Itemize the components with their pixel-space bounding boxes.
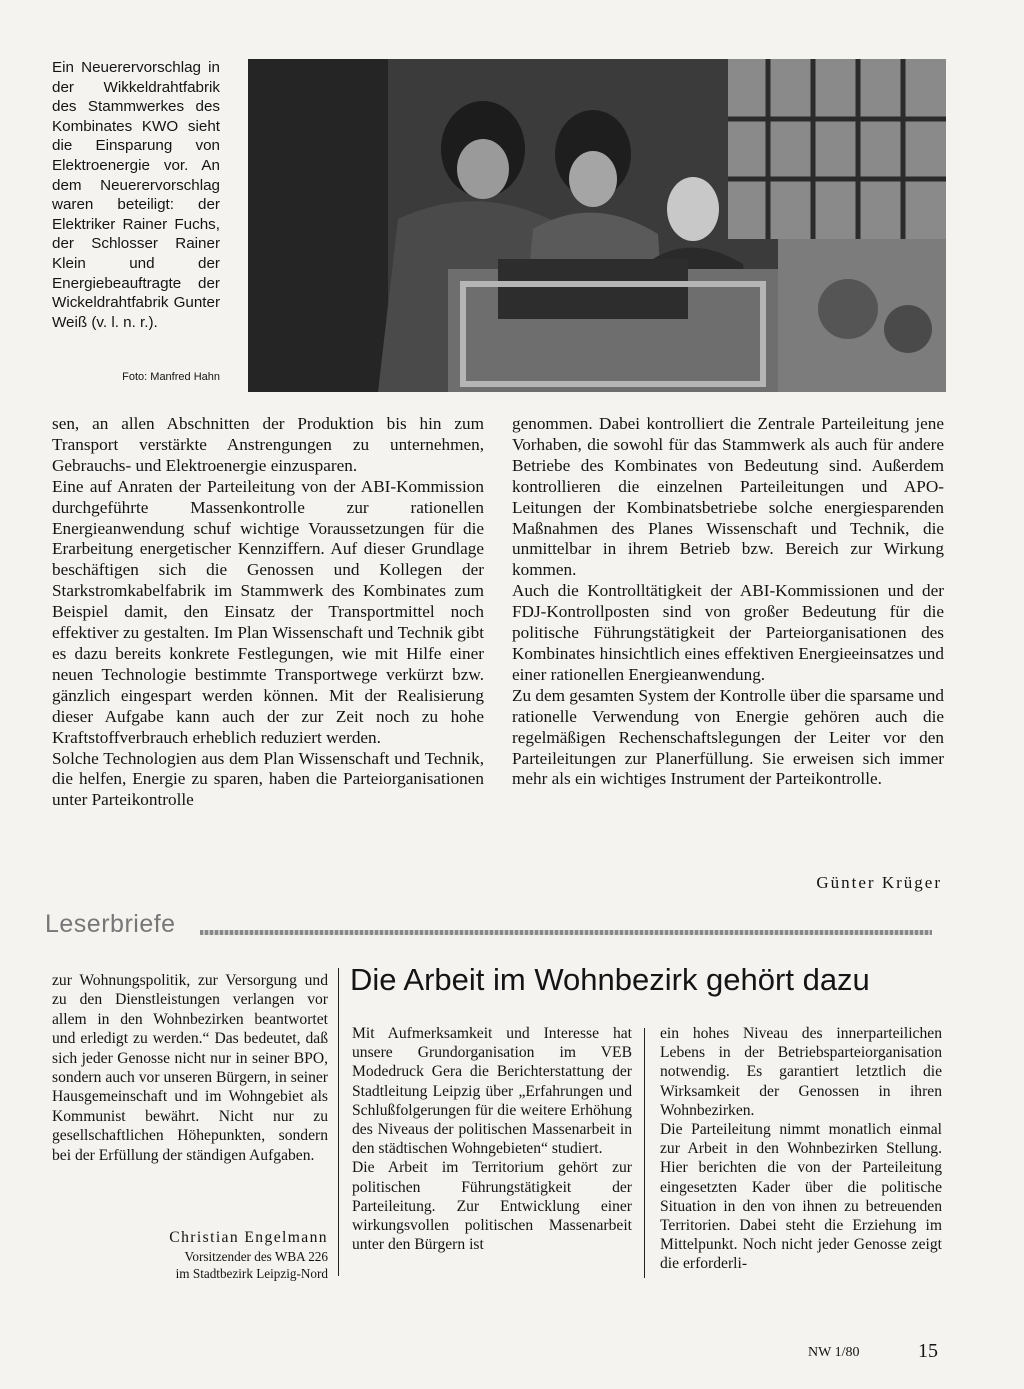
author-role-line: Vorsitzender des WBA 226 — [184, 1249, 328, 1264]
article-paragraph: Eine auf Anraten der Parteileitung von der ABI-Kommission durchgeführte Massenkontrolle zur rationellen Energieanwendung schuf wichtige Voraussetzungen für die Erarbeitung energetischer Kennziffern. Auf dieser Grundlage beschäftigen sich die Genossen und Kollegen der Starkstromkabelfabrik im Stammwerk des Kombinates zum Beispiel damit, den Einsatz der Transportmittel noch effektiver zu gestalten. Im Plan Wissenschaft und Technik gibt es dazu bereits konkrete Festlegungen, wie mit Hilfe einer neuen Technologie bestimmte Transportwege verkürzt bzw. gänzlich eingespart werden können. Mit der Realisierung dieser Aufgabe kann auch der zur Zeit noch zu hohe Kraftstoffverbrauch erheblich reduziert werden. — [52, 476, 484, 747]
page-number: 15 — [918, 1340, 938, 1362]
letter-paragraph: Die Parteileitung nimmt monatlich einmal zur Arbeit in den Wohnbezirken Stellung. Hier berichten die von der Parteileitung eingesetzten Kader über die politische Situation in den von ihnen zu betreuenden Territorien. Dabei steht die Erziehung im Mittelpunkt. Noch nicht jeder Genosse zeigt die erforderli- — [660, 1121, 942, 1273]
article-column-2 — [512, 414, 944, 790]
article-author: Günter Krüger — [816, 873, 942, 892]
article-paragraph: genommen. Dabei kontrolliert die Zentrale Parteileitung jene Vorhaben, die sowohl für das Stammwerk als auch für andere Betriebe des Kombinates von Bedeutung sind. Außerdem kontrollieren die einzelnen Parteileitungen und APO-Leitungen der Kombinatsbetriebe solche energiesparenden Maßnahmen des Planes Wissenschaft und Technik, die unmittelbar in ihrem Betrieb bzw. Bereich zur Wirkung kommen. — [512, 414, 944, 580]
letter-paragraph: Mit Aufmerksamkeit und Interesse hat unsere Grundorganisation im VEB Modedruck Gera die Berichterstattung der Stadtleitung Leipzig über „Erfahrungen und Schlußfolgerungen für die weitere Erhöhung des Niveaus der politischen Massenarbeit in den städtischen Wohngebieten“ studiert. — [352, 1025, 632, 1158]
letter2-column-2 — [660, 1024, 942, 1274]
column-divider — [338, 968, 339, 1276]
section-rule — [200, 930, 932, 935]
letter-paragraph: ein hohes Niveau des innerparteilichen Lebens in der Betriebsparteiorganisation notwendig. Es garantiert letztlich die Wirksamkeit der Genossen in ihren Wohnbezirken. — [660, 1025, 942, 1119]
article-paragraph: Zu dem gesamten System der Kontrolle über die sparsame und rationelle Verwendung von Energie gehören auch die regelmäßigen Rechenschaftslegungen der Leiter vor den Parteileitungen zur Planerfüllung. Sie erweisen sich immer mehr als ein wichtiges Instrument der Parteikontrolle. — [512, 685, 944, 789]
article-paragraph: sen, an allen Abschnitten der Produktion bis hin zum Transport verstärkte Anstrengungen zu unternehmen, Gebrauchs- und Elektroenergie einzusparen. — [52, 414, 484, 475]
letter-paragraph: Die Arbeit im Territorium gehört zur politischen Führungstätigkeit der Parteileitung. Zur Entwicklung einer wirkungsvollen politischen Massenarbeit unter den Bürgern ist — [352, 1159, 632, 1254]
column-divider — [644, 1028, 645, 1278]
photo-illustration — [248, 59, 946, 392]
letter2-column-1 — [352, 1024, 632, 1254]
letter1-text — [52, 971, 328, 1165]
article-paragraph: Auch die Kontrolltätigkeit der ABI-Kommissionen und der FDJ-Kontrollposten sind von großer Bedeutung für die politische Führungstätigkeit der Parteiorganisationen des Kombinates hinsichtlich eines effektiven Energieeinsatzes und einer rationellen Energieanwendung. — [512, 581, 944, 684]
workshop-photo — [248, 59, 946, 392]
article-column-1 — [52, 414, 484, 811]
letter1-author: Christian Engelmann — [169, 1229, 328, 1246]
issue-number: NW 1/80 — [808, 1345, 860, 1360]
section-title: Leserbriefe — [45, 910, 176, 938]
letter-paragraph: zur Wohnungspolitik, zur Versorgung und zu den Dienstleistungen verlangen vor allem in den Wohnbezirken beantwortet und erledigt zu werden.“ Das bedeutet, daß sich jeder Genosse nicht nur in seiner BPO, sondern auch vor unseren Bürgern, in seiner Hausgemeinschaft und im Wohngebiet als Kommunist bewährt. Nicht nur zu gesellschaftlichen Höhepunkten, sondern bei der Erfüllung der ständigen Aufgaben. — [52, 972, 328, 1164]
letter2-headline: Die Arbeit im Wohnbezirk gehört dazu — [350, 962, 870, 997]
article-paragraph: Solche Technologien aus dem Plan Wissenschaft und Technik, die helfen, Energie zu sparen, haben die Parteiorganisationen unter Parteikontrolle — [52, 748, 484, 810]
letter1-author-role — [52, 1249, 328, 1282]
photo-credit: Foto: Manfred Hahn — [122, 371, 220, 383]
photo-caption: Ein Neuerervorschlag in der Wikkeldrahtfabrik des Stammwerkes des Kombinates KWO sieht die Einsparung von Elektroenergie vor. An dem Neuerervorschlag waren beteiligt: der Elektriker Rainer Fuchs, der Schlosser Rainer Klein und der Energiebeauftragte der Wickeldrahtfabrik Gunter Weiß (v. l. n. r.). — [52, 59, 220, 331]
author-role-line: im Stadtbezirk Leipzig-Nord — [175, 1265, 328, 1281]
